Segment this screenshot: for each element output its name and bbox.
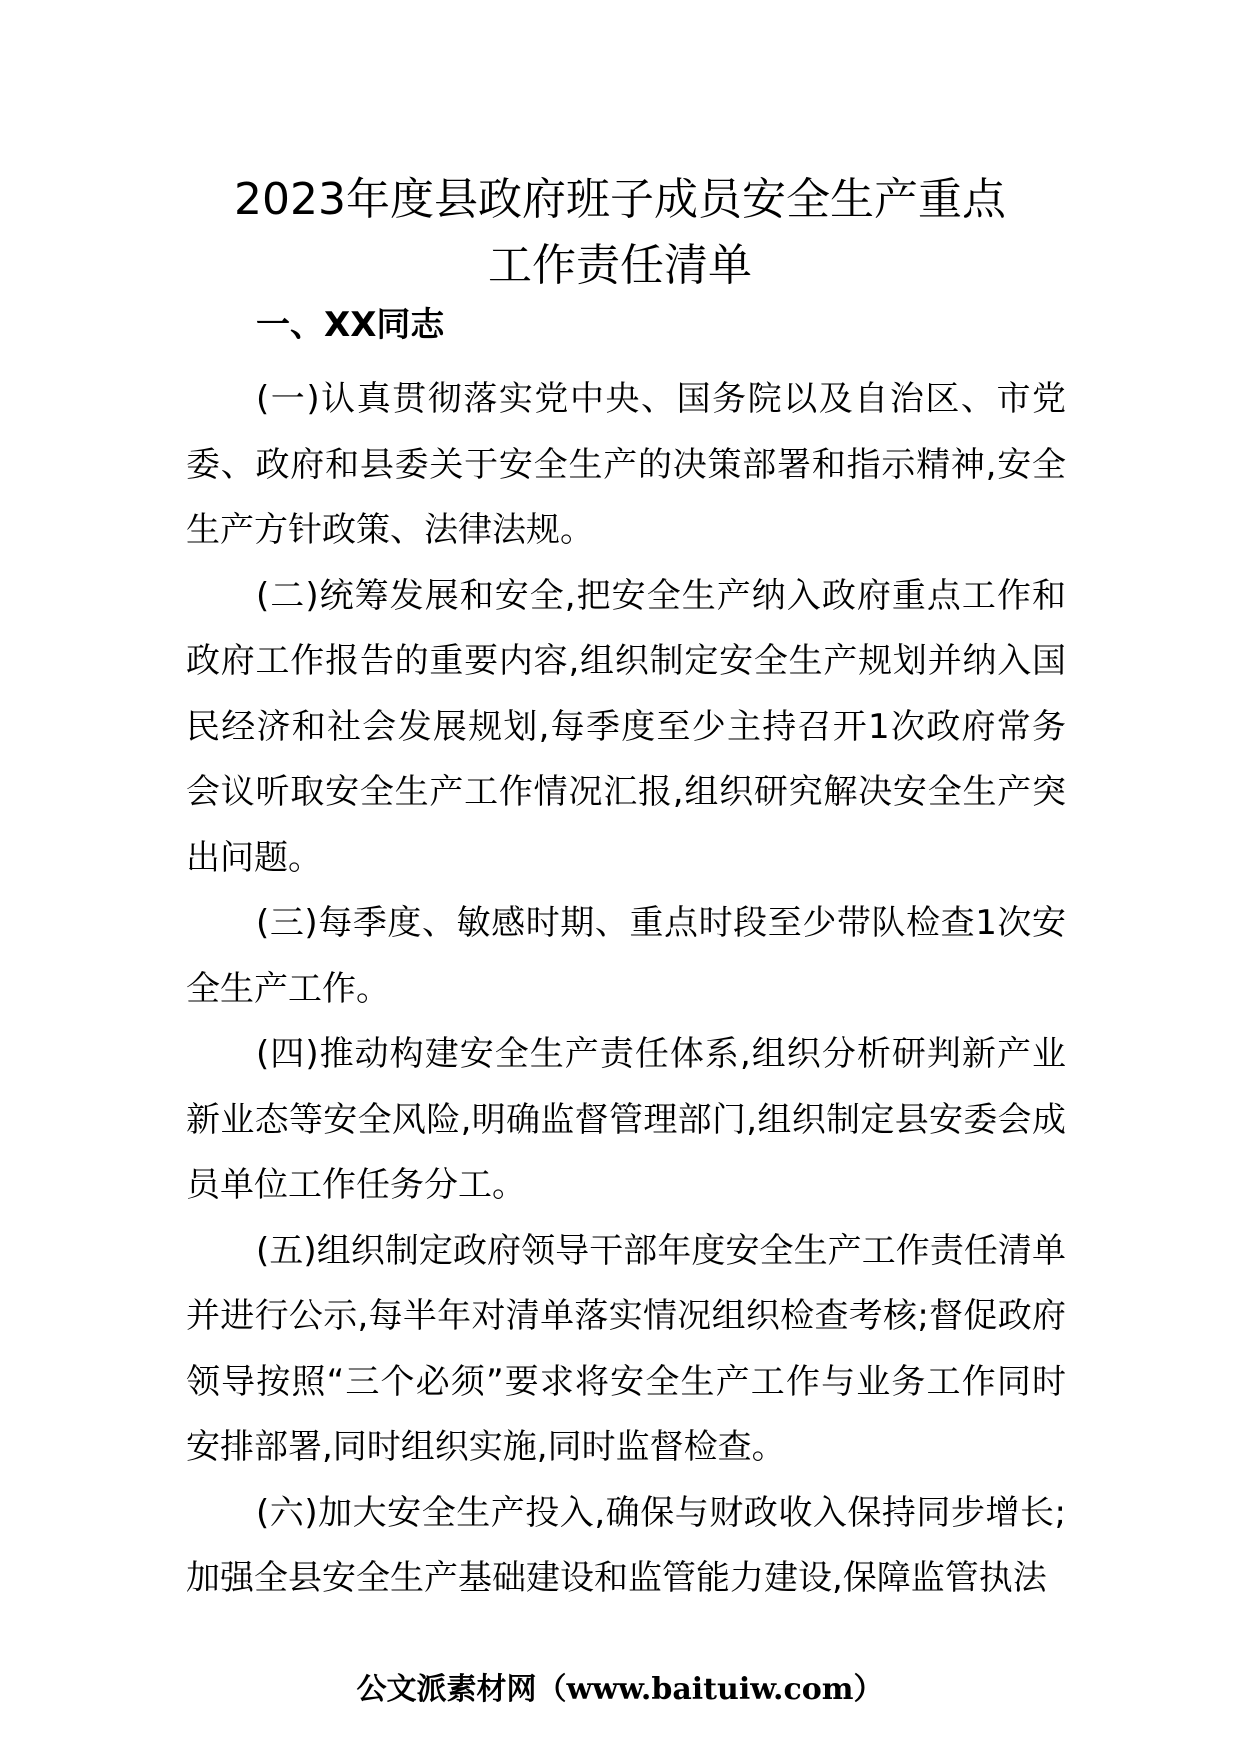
paragraph-1: (一)认真贯彻落实党中央、国务院以及自治区、市党委、政府和县委关于安全生产的决策部署和指示精神,安全生产方针政策、法律法规。 bbox=[186, 379, 1066, 550]
paragraph-5: (五)组织制定政府领导干部年度安全生产工作责任清单并进行公示,每半年对清单落实情况组织检查考核;督促政府领导按照“三个必须”要求将安全生产工作与业务工作同时安排部署,同时组织实施,同时监督检查。 bbox=[186, 1230, 1066, 1467]
document-title-line-2: 工作责任清单 bbox=[488, 240, 752, 291]
paragraph-6: (六)加大安全生产投入,确保与财政收入保持同步增长;加强全县安全生产基础建设和监管能力建设,保障监管执法 bbox=[186, 1492, 1066, 1598]
document-body bbox=[186, 367, 1066, 1612]
footer-watermark: 公文派素材网（www.baituiw.com） bbox=[356, 1672, 884, 1707]
section-heading: 一、XX同志 bbox=[256, 305, 445, 345]
paragraph-3: (三)每季度、敏感时期、重点时段至少带队检查1次安全生产工作。 bbox=[186, 903, 1066, 1009]
document-title-line-1: 2023年度县政府班子成员安全生产重点 bbox=[234, 174, 1006, 225]
paragraph-4: (四)推动构建安全生产责任体系,组织分析研判新产业新业态等安全风险,明确监督管理部门,组织制定县安委会成员单位工作任务分工。 bbox=[186, 1034, 1066, 1205]
paragraph-2: (二)统筹发展和安全,把安全生产纳入政府重点工作和政府工作报告的重要内容,组织制定安全生产规划并纳入国民经济和社会发展规划,每季度至少主持召开1次政府常务会议听取安全生产工作情况汇报,组织研究解决安全生产突出问题。 bbox=[186, 575, 1066, 878]
